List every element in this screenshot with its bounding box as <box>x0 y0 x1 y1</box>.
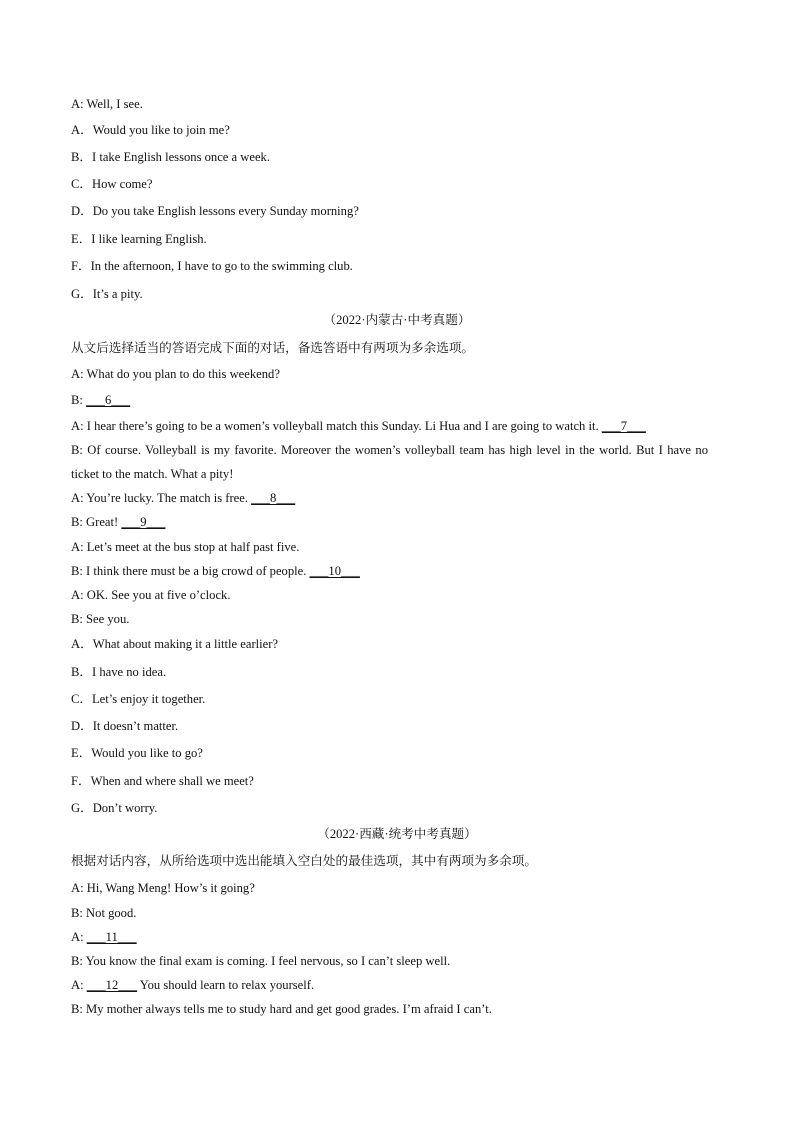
option-b: B．I take English lessons once a week. <box>71 150 271 164</box>
dialogue-line <box>71 929 708 945</box>
blank-6[interactable]: ___6___ <box>86 393 131 407</box>
dialogue-line <box>71 392 708 408</box>
instruction: 从文后选择适当的答语完成下面的对话，备选答语中有两项为多余选项。 <box>71 341 474 355</box>
option-f: F．When and where shall we meet? <box>71 774 254 788</box>
option-c: C．Let’s enjoy it together. <box>71 692 206 706</box>
line-text: A: OK. See you at five o’clock. <box>71 588 231 602</box>
dialogue-line <box>71 587 708 603</box>
line-text: A: <box>71 930 87 944</box>
line-text: B: Great! <box>71 515 122 529</box>
line-text: A: Hi, Wang Meng! How’s it going? <box>71 881 255 895</box>
source-label: （2022·内蒙古·中考真题） <box>323 313 471 327</box>
line-text: B: Not good. <box>71 906 137 920</box>
option-a: A．What about making it a little earlier? <box>71 637 279 651</box>
option-d: D．Do you take English lessons every Sunday morning? <box>71 204 359 218</box>
dialogue-line <box>71 953 708 969</box>
line-text: A: I hear there’s going to be a women’s volleyball match this Sunday. Li Hua and I are going to watch it. <box>71 419 602 433</box>
dialogue-line <box>71 539 708 555</box>
blank-11[interactable]: ___11___ <box>86 930 137 944</box>
dialogue-line <box>71 611 708 627</box>
instruction: 根据对话内容，从所给选项中选出能填入空白处的最佳选项，其中有两项为多余项。 <box>71 854 537 868</box>
dialogue-line <box>71 418 708 434</box>
dialogue-line <box>71 490 708 506</box>
option-f: F．In the afternoon, I have to go to the swimming club. <box>71 259 353 273</box>
blank-7[interactable]: ___7___ <box>601 419 646 433</box>
dialogue-line <box>71 563 708 579</box>
option-e: E．I like learning English. <box>71 232 207 246</box>
dialogue-line <box>71 1001 708 1017</box>
line-text: B: You know the final exam is coming. I feel nervous, so I can’t sleep well. <box>71 954 451 968</box>
option-c: C．How come? <box>71 177 153 191</box>
blank-8[interactable]: ___8___ <box>251 491 296 505</box>
dialogue-line <box>71 514 708 530</box>
line-text: A: What do you plan to do this weekend? <box>71 367 280 381</box>
line-text: B: I think there must be a big crowd of people. <box>71 564 310 578</box>
blank-10[interactable]: ___10___ <box>309 564 360 578</box>
option-a: A．Would you like to join me? <box>71 123 230 137</box>
dialogue-line-long: B: Of course. Volleyball is my favorite. Moreover the women’s volleyball team has high level in the world. But I have no ticket to the match. What a pity! <box>71 443 708 481</box>
dialogue-line: A: Well, I see. <box>71 97 143 111</box>
line-text: B: See you. <box>71 612 130 626</box>
line-text: B: My mother always tells me to study hard and get good grades. I’m afraid I can’t. <box>71 1002 492 1016</box>
dialogue-line <box>71 977 708 993</box>
dialogue-line <box>71 880 708 896</box>
option-g: G．It’s a pity. <box>71 287 143 301</box>
blank-12[interactable]: ___12___ <box>86 978 138 992</box>
dialogue-line <box>71 366 708 382</box>
line-text: A: <box>71 978 87 992</box>
option-e: E．Would you like to go? <box>71 746 203 760</box>
option-b: B．I have no idea. <box>71 665 167 679</box>
line-text: B: <box>71 393 87 407</box>
source-label: （2022·西藏·统考中考真题） <box>317 827 477 841</box>
line-text: You should learn to relax yourself. <box>137 978 315 992</box>
option-g: G．Don’t worry. <box>71 801 158 815</box>
dialogue-line <box>71 905 708 921</box>
line-text: A: Let’s meet at the bus stop at half past five. <box>71 540 300 554</box>
option-d: D．It doesn’t matter. <box>71 719 179 733</box>
blank-9[interactable]: ___9___ <box>121 515 166 529</box>
line-text: A: You’re lucky. The match is free. <box>71 491 252 505</box>
